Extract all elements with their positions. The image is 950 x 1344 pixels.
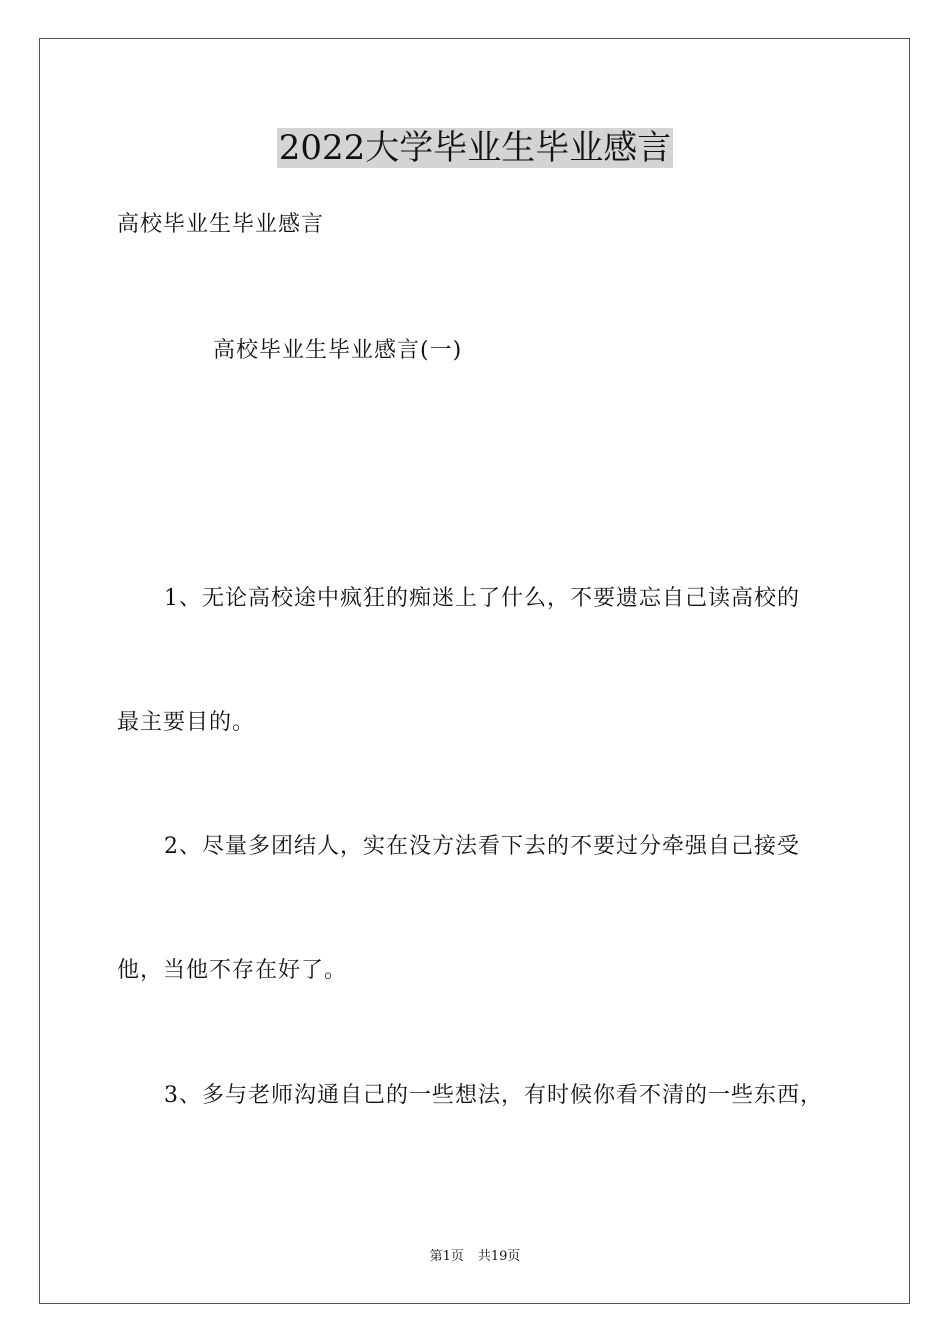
page-footer bbox=[0, 1248, 950, 1266]
page-total: 共19页 bbox=[477, 1249, 521, 1264]
document-subtitle: 高校毕业生毕业感言 bbox=[117, 212, 325, 237]
paragraph-2-line-2: 他，当他不存在好了。 bbox=[117, 958, 348, 983]
paragraph-3-line-1: 3、多与老师沟通自己的一些想法，有时候你看不清的一些东西， bbox=[164, 1083, 823, 1108]
paragraph-1-line-2: 最主要目的。 bbox=[117, 710, 256, 735]
paragraph-2-line-1: 2、尽量多团结人，实在没方法看下去的不要过分牵强自己接受 bbox=[164, 834, 800, 859]
section-heading: 高校毕业生毕业感言(一) bbox=[213, 338, 463, 363]
paragraph-1-line-1: 1、无论高校途中疯狂的痴迷上了什么，不要遗忘自己读高校的 bbox=[164, 586, 800, 611]
page-number: 第1页 bbox=[429, 1249, 464, 1264]
document-title bbox=[0, 128, 950, 168]
document-title-text: 2022大学毕业生毕业感言 bbox=[278, 128, 672, 168]
